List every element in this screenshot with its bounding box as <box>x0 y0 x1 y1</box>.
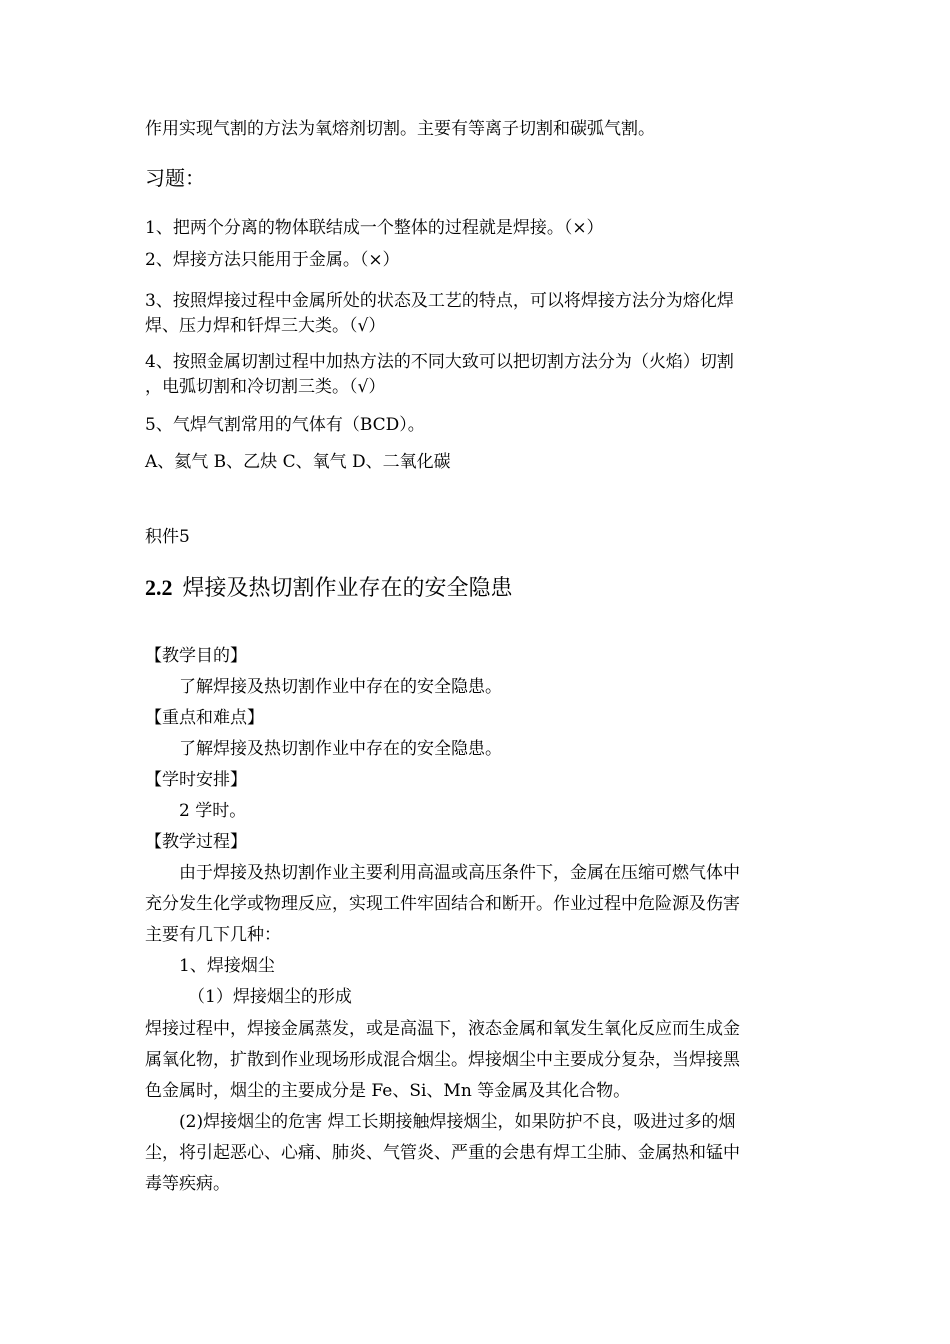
exercises-title: 习题： <box>145 166 205 190</box>
exercise-1: 1、把两个分离的物体联结成一个整体的过程就是焊接。（×） <box>145 218 604 238</box>
exercise-2: 2、焊接方法只能用于金属。（×） <box>145 250 400 270</box>
process-paragraph-line-1: 由于焊接及热切割作业主要利用高温或高压条件下，金属在压缩可燃气体中 <box>179 863 740 883</box>
process-item-1: 1、焊接烟尘 <box>179 956 275 976</box>
process-paragraph-line-3: 主要有几下几种： <box>145 925 281 945</box>
section-title: 焊接及热切割作业存在的安全隐患 <box>182 576 513 601</box>
exercise-5-options: A、氦气 B、乙炔 C、氧气 D、二氧化碳 <box>145 452 451 472</box>
key-points-text: 了解焊接及热切割作业中存在的安全隐患。 <box>179 739 502 759</box>
hours-heading: 【学时安排】 <box>145 770 247 790</box>
exercise-5: 5、气焊气割常用的气体有（BCD）。 <box>145 415 425 435</box>
process-sub-2-line-2: 尘，将引起恶心、心痛、肺炎、气管炎、严重的会患有焊工尘肺、金属热和锰中 <box>145 1143 740 1163</box>
process-sub-2-line-1: (2)焊接烟尘的危害 焊工长期接触焊接烟尘，如果防护不良，吸进过多的烟 <box>179 1112 736 1132</box>
process-sub-1-line-1: 焊接过程中，焊接金属蒸发，或是高温下，液态金属和氧发生氧化反应而生成金 <box>145 1019 740 1039</box>
exercise-4-line-1: 4、按照金属切割过程中加热方法的不同大致可以把切割方法分为（火焰）切割 <box>145 352 734 372</box>
exercise-3-line-1: 3、按照焊接过程中金属所处的状态及工艺的特点，可以将焊接方法分为熔化焊 <box>145 291 734 311</box>
process-heading: 【教学过程】 <box>145 832 247 852</box>
intro-text: 作用实现气割的方法为氧熔剂切割。主要有等离子切割和碳弧气割。 <box>145 119 655 139</box>
section-number: 2.2 <box>145 575 173 600</box>
process-sub-1-line-2: 属氧化物，扩散到作业现场形成混合烟尘。焊接烟尘中主要成分复杂，当焊接黑 <box>145 1050 740 1070</box>
process-sub-1-heading: （1）焊接烟尘的形成 <box>188 987 352 1007</box>
hours-text: 2 学时。 <box>179 801 247 821</box>
exercise-4-line-2: ，电弧切割和冷切割三类。（√） <box>145 377 386 397</box>
section-heading <box>145 577 513 600</box>
process-sub-2-line-3: 毒等疾病。 <box>145 1174 230 1194</box>
process-sub-1-line-3: 色金属时，烟尘的主要成分是 Fe、Si、Mn 等金属及其化合物。 <box>145 1081 631 1101</box>
unit-label: 积件5 <box>145 527 190 547</box>
key-points-heading: 【重点和难点】 <box>145 708 264 728</box>
objectives-heading: 【教学目的】 <box>145 646 247 666</box>
process-paragraph-line-2: 充分发生化学或物理反应，实现工件牢固结合和断开。作业过程中危险源及伤害 <box>145 894 740 914</box>
objectives-text: 了解焊接及热切割作业中存在的安全隐患。 <box>179 677 502 697</box>
exercise-3-line-2: 焊、压力焊和钎焊三大类。（√） <box>145 316 386 336</box>
